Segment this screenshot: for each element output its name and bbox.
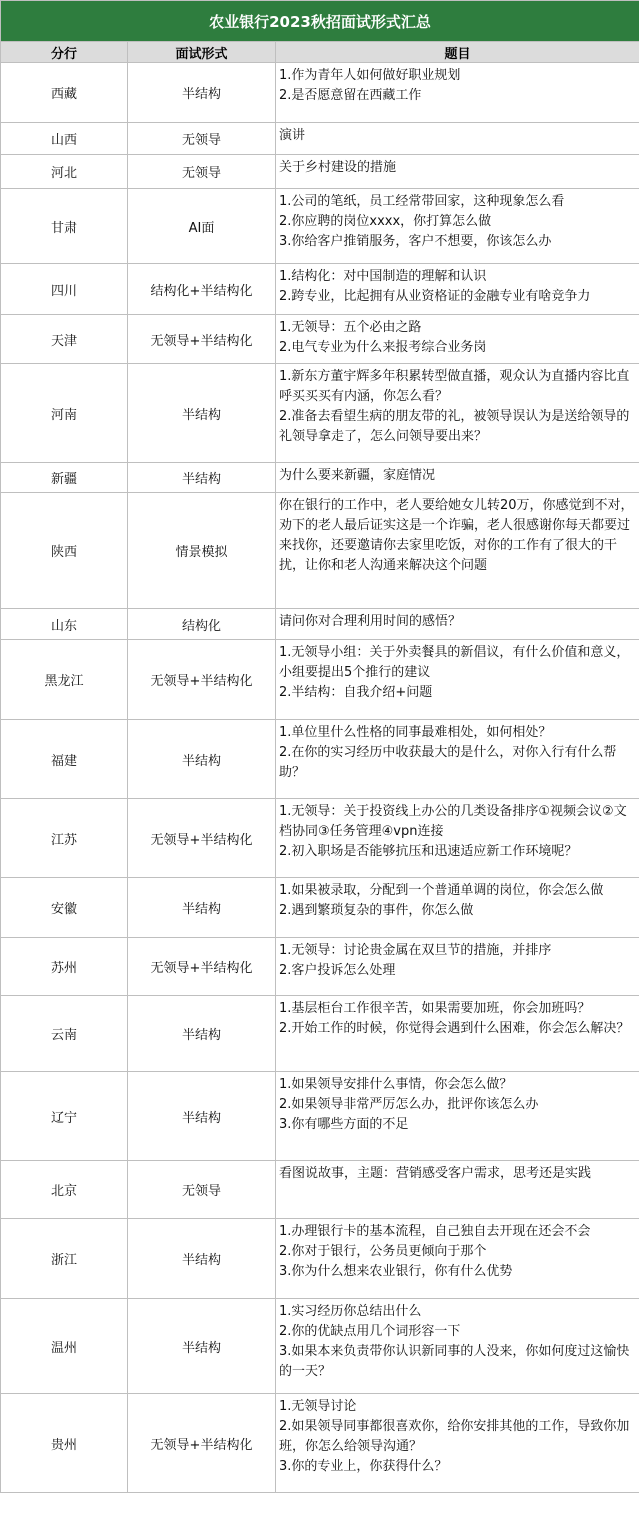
question-line: 1.无领导：讨论贵金属在双旦节的措施，并排序: [279, 943, 552, 958]
question-line: 2.是否愿意留在西藏工作: [279, 88, 422, 103]
questions-cell: [276, 1161, 639, 1219]
questions-cell: [276, 463, 639, 493]
questions-cell: [276, 1072, 639, 1161]
region-cell: 新疆: [1, 463, 128, 493]
question-line: 1.基层柜台工作很辛苦，如果需要加班，你会加班吗？: [279, 1001, 591, 1016]
table-row: [1, 1219, 639, 1299]
format-cell: 半结构: [128, 878, 276, 938]
region-cell: 安徽: [1, 878, 128, 938]
questions-cell: [276, 996, 639, 1072]
question-line: 2.电气专业为什么来报考综合业务岗: [279, 340, 487, 355]
format-cell: 半结构: [128, 63, 276, 123]
questions-cell: [276, 938, 639, 996]
format-cell: 无领导+半结构化: [128, 640, 276, 720]
region-cell: 天津: [1, 315, 128, 364]
header-row: [1, 42, 639, 63]
region-cell: 河北: [1, 155, 128, 189]
question-line: 2.遇到繁琐复杂的事件，你怎么做: [279, 903, 474, 918]
questions-cell: [276, 640, 639, 720]
question-line: 关于乡村建设的措施: [279, 160, 397, 175]
column-header-region: 分行: [1, 42, 128, 63]
question-line: 为什么要来新疆，家庭情况: [279, 468, 436, 483]
question-line: 2.你对于银行，公务员更倾向于那个: [279, 1244, 487, 1259]
questions-cell: [276, 493, 639, 609]
question-line: 1.无领导小组：关于外卖餐具的新倡议，有什么价值和意义，小组要提出5个推行的建议: [279, 645, 630, 680]
format-cell: 无领导+半结构化: [128, 315, 276, 364]
table-row: [1, 720, 639, 799]
questions-cell: [276, 155, 639, 189]
table-row: [1, 63, 639, 123]
format-cell: 半结构: [128, 1219, 276, 1299]
table-title: 农业银行2023秋招面试形式汇总: [1, 1, 639, 42]
question-line: 看图说故事，主题：营销感受客户需求，思考还是实践: [279, 1166, 592, 1181]
region-cell: 温州: [1, 1299, 128, 1394]
table-row: [1, 315, 639, 364]
region-cell: 苏州: [1, 938, 128, 996]
questions-cell: [276, 189, 639, 264]
questions-cell: [276, 264, 639, 315]
format-cell: 半结构: [128, 1072, 276, 1161]
table-row: [1, 189, 639, 264]
table-row: [1, 1299, 639, 1394]
question-line: 2.在你的实习经历中收获最大的是什么，对你入行有什么帮助？: [279, 745, 617, 780]
question-line: 1.办理银行卡的基本流程，自己独自去开现在还会不会: [279, 1224, 591, 1239]
table-row: [1, 123, 639, 155]
table-row: [1, 264, 639, 315]
question-line: 1.无领导：关于投资线上办公的几类设备排序①视频会议②文档协同③任务管理④vpn连接: [279, 804, 627, 839]
region-cell: 山西: [1, 123, 128, 155]
region-cell: 四川: [1, 264, 128, 315]
region-cell: 黑龙江: [1, 640, 128, 720]
question-line: 演讲: [279, 128, 306, 143]
table-row: [1, 364, 639, 463]
question-line: 1.单位里什么性格的同事最难相处，如何相处？: [279, 725, 552, 740]
table-row: [1, 463, 639, 493]
question-line: 1.公司的笔纸，员工经常带回家，这种现象怎么看: [279, 194, 565, 209]
table-row: [1, 640, 639, 720]
table-row: [1, 1161, 639, 1219]
region-cell: 浙江: [1, 1219, 128, 1299]
question-line: 1.作为青年人如何做好职业规划: [279, 68, 461, 83]
question-line: 1.如果领导安排什么事情，你会怎么做？: [279, 1077, 513, 1092]
format-cell: 无领导+半结构化: [128, 1394, 276, 1493]
question-line: 2.你应聘的岗位xxxx，你打算怎么做: [279, 214, 492, 229]
question-line: 2.初入职场是否能够抗压和迅速适应新工作环境呢？: [279, 844, 578, 859]
question-line: 1.结构化：对中国制造的理解和认识: [279, 269, 487, 284]
question-line: 1.实习经历你总结出什么: [279, 1304, 422, 1319]
question-line: 2.客户投诉怎么处理: [279, 963, 396, 978]
question-line: 1.新东方董宇辉多年积累转型做直播，观众认为直播内容比直呼买买买有内涵，你怎么看？: [279, 369, 630, 404]
format-cell: 情景模拟: [128, 493, 276, 609]
questions-cell: [276, 1299, 639, 1394]
questions-cell: [276, 123, 639, 155]
table-row: [1, 155, 639, 189]
question-line: 1.无领导讨论: [279, 1399, 357, 1414]
table-row: [1, 609, 639, 640]
questions-cell: [276, 364, 639, 463]
questions-cell: [276, 609, 639, 640]
column-header-questions: 题目: [276, 42, 639, 63]
table-row: [1, 493, 639, 609]
table-row: [1, 799, 639, 878]
format-cell: 半结构: [128, 1299, 276, 1394]
question-line: 你在银行的工作中，老人要给她女儿转20万，你感觉到不对，劝下的老人最后证实这是一个诈骗，老人很感谢你每天都要过来找你，还要邀请你去家里吃饭，对你的工作有了很大的干扰，让你和老人沟通来解决这个问题: [279, 498, 634, 573]
format-cell: AI面: [128, 189, 276, 264]
question-line: 3.你给客户推销服务，客户不想要，你该怎么办: [279, 234, 552, 249]
region-cell: 山东: [1, 609, 128, 640]
region-cell: 河南: [1, 364, 128, 463]
table-row: [1, 878, 639, 938]
questions-cell: [276, 799, 639, 878]
table-row: [1, 938, 639, 996]
region-cell: 甘肃: [1, 189, 128, 264]
table-row: [1, 1072, 639, 1161]
question-line: 1.无领导：五个必由之路: [279, 320, 422, 335]
format-cell: 结构化+半结构化: [128, 264, 276, 315]
questions-cell: [276, 315, 639, 364]
questions-cell: [276, 720, 639, 799]
format-cell: 无领导: [128, 155, 276, 189]
region-cell: 福建: [1, 720, 128, 799]
question-line: 2.如果领导同事都很喜欢你，给你安排其他的工作，导致你加班，你怎么给领导沟通？: [279, 1419, 630, 1454]
region-cell: 贵州: [1, 1394, 128, 1493]
format-cell: 无领导: [128, 1161, 276, 1219]
region-cell: 西藏: [1, 63, 128, 123]
question-line: 2.跨专业，比起拥有从业资格证的金融专业有啥竞争力: [279, 289, 591, 304]
question-line: 3.你有哪些方面的不足: [279, 1117, 409, 1132]
format-cell: 无领导+半结构化: [128, 799, 276, 878]
questions-cell: [276, 1394, 639, 1493]
region-cell: 北京: [1, 1161, 128, 1219]
region-cell: 辽宁: [1, 1072, 128, 1161]
question-line: 3.你的专业上，你获得什么？: [279, 1459, 448, 1474]
format-cell: 无领导+半结构化: [128, 938, 276, 996]
table-row: [1, 1394, 639, 1493]
title-row: [1, 1, 639, 42]
region-cell: 江苏: [1, 799, 128, 878]
question-line: 1.如果被录取，分配到一个普通单调的岗位，你会怎么做: [279, 883, 604, 898]
question-line: 2.开始工作的时候，你觉得会遇到什么困难，你会怎么解决？: [279, 1021, 630, 1036]
questions-cell: [276, 878, 639, 938]
question-line: 3.如果本来负责带你认识新同事的人没来，你如何度过这愉快的一天？: [279, 1344, 630, 1379]
question-line: 2.半结构：自我介绍+问题: [279, 685, 433, 700]
format-cell: 半结构: [128, 463, 276, 493]
format-cell: 半结构: [128, 720, 276, 799]
questions-cell: [276, 63, 639, 123]
questions-cell: [276, 1219, 639, 1299]
region-cell: 云南: [1, 996, 128, 1072]
table-row: [1, 996, 639, 1072]
format-cell: 半结构: [128, 364, 276, 463]
column-header-format: 面试形式: [128, 42, 276, 63]
format-cell: 结构化: [128, 609, 276, 640]
question-line: 3.你为什么想来农业银行，你有什么优势: [279, 1264, 513, 1279]
format-cell: 半结构: [128, 996, 276, 1072]
format-cell: 无领导: [128, 123, 276, 155]
question-line: 2.准备去看望生病的朋友带的礼，被领导误认为是送给领导的礼领导拿走了，怎么问领导要出来？: [279, 409, 630, 444]
question-line: 2.如果领导非常严厉怎么办，批评你该怎么办: [279, 1097, 539, 1112]
question-line: 2.你的优缺点用几个词形容一下: [279, 1324, 461, 1339]
question-line: 请问你对合理利用时间的感悟？: [279, 614, 462, 629]
region-cell: 陕西: [1, 493, 128, 609]
